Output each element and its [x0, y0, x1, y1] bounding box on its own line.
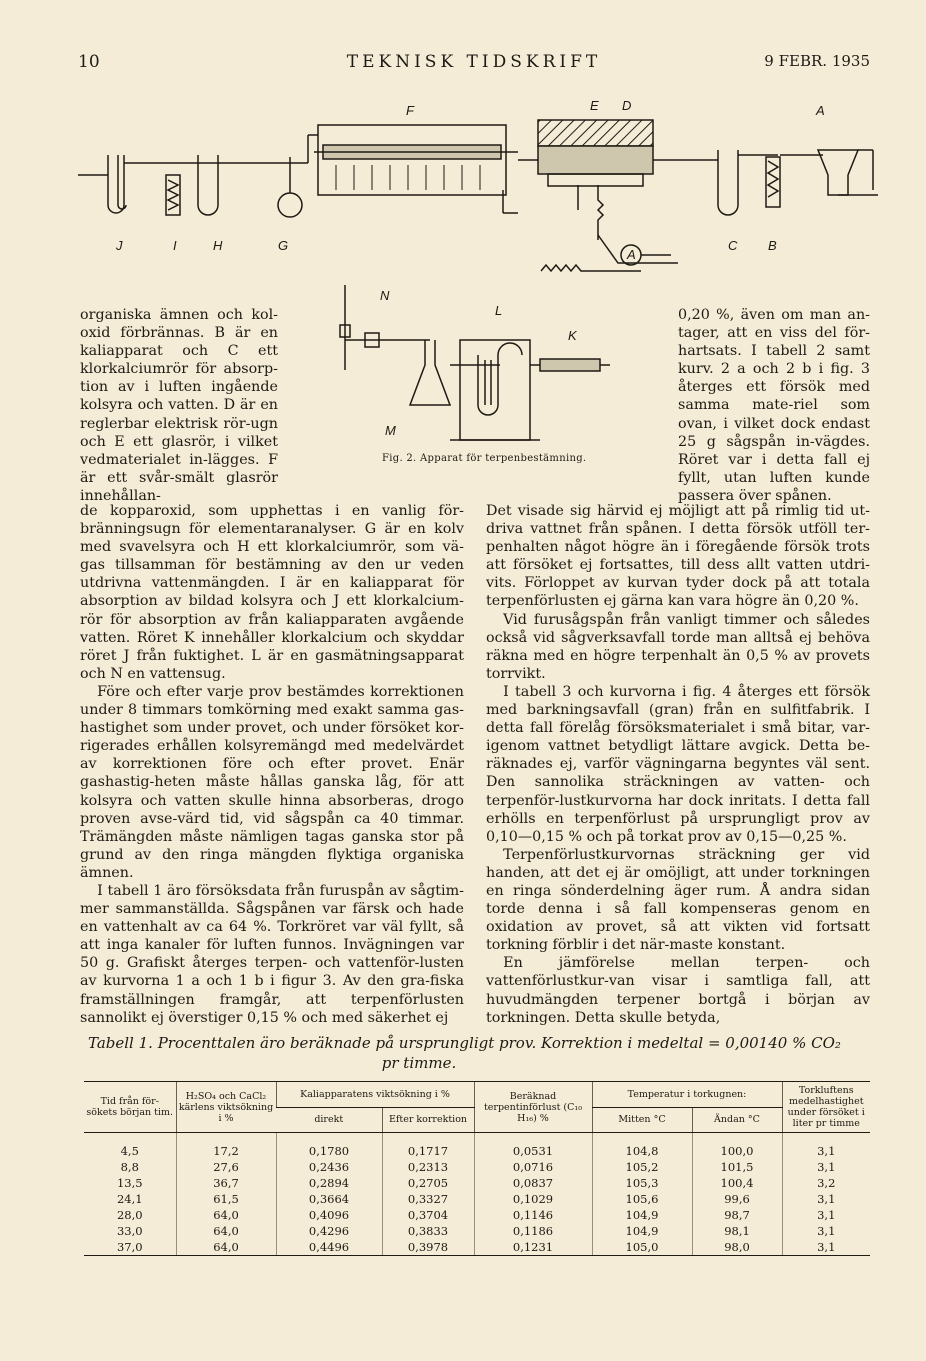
- table-row: [84, 1207, 870, 1223]
- left-column: [80, 502, 464, 1027]
- table-cell: 101,5: [692, 1159, 782, 1175]
- fig2-label-l: L: [495, 303, 503, 318]
- table-cell: 0,3704: [382, 1207, 474, 1223]
- table-cell: 104,8: [592, 1133, 692, 1160]
- table-cell: 0,1780: [276, 1133, 382, 1160]
- table-cell: 0,1029: [474, 1191, 592, 1207]
- table-cell: 100,4: [692, 1175, 782, 1191]
- fig1-label-c: C: [728, 238, 738, 253]
- th-mitten: Mitten °C: [592, 1107, 692, 1133]
- th-h2so4: H₂SO₄ och CaCl₂ kärlens viktsökning i %: [176, 1082, 276, 1133]
- fig1-label-d: D: [622, 98, 632, 113]
- table-cell: 28,0: [116, 1208, 143, 1222]
- table-cell: 8,8: [120, 1160, 139, 1174]
- table-1-caption-line1: Tabell 1. Procenttalen äro beräknade på ursprungligt prov. Korrektion i medeltal = 0,00140 % CO₂: [88, 1034, 841, 1052]
- table-cell: 33,0: [116, 1224, 143, 1238]
- figure-2-drawing: [300, 285, 620, 450]
- right-paragraph: I tabell 3 och kurvorna i fig. 4 återges ett försök med barkningsavfall (gran) från en sulfitfabrik. I detta fall förelåg försöksmaterialet i små bitar, var-igenom vattnet betydligt lättare avgick. Detta be-räknades ej, varför vägningarna begyntes väl sent. Den sannolika sträckningen av vatten- och terpenför-lustkurvorna har dock inritats. I detta fall erhölls en terpenförlust på ursprungligt prov av 0,10—0,15 % och på torkat prov av 0,15—0,25 %.: [486, 683, 870, 845]
- th-temp: Temperatur i torkugnen:: [592, 1082, 782, 1108]
- th-direkt: direkt: [276, 1107, 382, 1133]
- table-cell: 0,1186: [474, 1223, 592, 1239]
- fig1-glass-tube-e: [538, 146, 653, 174]
- fig1-u-tube-c: [718, 150, 738, 215]
- table-cell: 3,1: [782, 1207, 870, 1223]
- table-cell: 99,6: [692, 1191, 782, 1207]
- table-cell: 0,3664: [276, 1191, 382, 1207]
- table-cell: 13,5: [116, 1176, 143, 1190]
- right-paragraph: Det visade sig härvid ej möjligt att på rimlig tid ut-driva vattnet från spånen. I detta försök utföll ter-penhalten något högre än i föregående försök trots att försöket ej fortsattes, till dess allt vatten utdri-vits. Förloppet av kurvan tyder dock på att totala terpenförlusten ej gärna kan vara högre än 0,20 %.: [486, 503, 870, 610]
- fig1-label-f: F: [406, 103, 414, 118]
- table-cell: 3,1: [782, 1191, 870, 1207]
- left-narrow-paragraph: organiska ämnen och kol-oxid förbrännas. B är en kaliapparat och C ett klorkalciumrör för absorp-tion av i luften ingående kolsyra och vatten. D är en reglerbar elektrisk rör-ugn och E ett glasrör, i vilket vedmaterialet in-lägges. F är ett svår-smält glasrör innehållan-: [80, 307, 278, 504]
- table-cell: 0,0531: [474, 1133, 592, 1160]
- fig1-u-tube-h: [198, 155, 218, 215]
- table-row: [84, 1175, 870, 1191]
- table-cell: 104,9: [592, 1207, 692, 1223]
- table-cell: 105,6: [592, 1191, 692, 1207]
- table-cell: 3,1: [782, 1159, 870, 1175]
- table-cell: 3,1: [782, 1133, 870, 1160]
- table-cell: 105,2: [592, 1159, 692, 1175]
- figure-2-caption: Fig. 2. Apparat för terpenbestämning.: [382, 453, 587, 464]
- figure-2-apparatus: [300, 285, 620, 450]
- table-row: [84, 1239, 870, 1256]
- table-cell: 0,0837: [474, 1175, 592, 1191]
- table-cell: 104,9: [592, 1223, 692, 1239]
- th-terpen: Beräknad terpentinförlust (C₁₀ H₁₆) %: [474, 1082, 592, 1133]
- table-cell: 0,2436: [276, 1159, 382, 1175]
- fig1-label-a: A: [816, 103, 825, 118]
- issue-date: 9 FEBR. 1935: [764, 52, 870, 70]
- fig1-electric-furnace-d: [538, 120, 653, 146]
- table-cell: 4,5: [120, 1144, 139, 1158]
- fig2-gas-meter-l: [460, 340, 530, 440]
- page-number: 10: [78, 52, 100, 72]
- table-cell: 0,0716: [474, 1159, 592, 1175]
- table-row: [84, 1191, 870, 1207]
- table-cell: 98,7: [692, 1207, 782, 1223]
- right-narrow-text: [678, 306, 870, 505]
- table-cell: 3,1: [782, 1239, 870, 1256]
- right-paragraph: En jämförelse mellan terpen- och vattenförlustkur-van visar i samtliga fall, att huvudmängden terpener bortgå i början av torkningen. Detta skulle betyda,: [486, 955, 870, 1026]
- table-1-caption-line2: pr timme.: [381, 1054, 457, 1072]
- figure-1-apparatus: [78, 95, 878, 280]
- table-cell: 36,7: [176, 1175, 276, 1191]
- th-kali: Kaliapparatens viktsökning i %: [276, 1082, 474, 1108]
- right-column: [486, 502, 870, 1027]
- table-1-caption: [88, 1033, 870, 1073]
- fig1-label-e: E: [590, 98, 599, 113]
- table-cell: 105,3: [592, 1175, 692, 1191]
- right-paragraph: Vid furusågspån från vanligt timmer och således också vid sågverksavfall torde man alltså ej behöva räkna med en högre terpenhalt än 0,5 % av provets torrvikt.: [486, 611, 870, 682]
- left-paragraph: Före och efter varje prov bestämdes korrektionen under 8 timmars tomkörning med exakt samma gas-hastighet som under provet, och under försöket kor-rigerades erhållen kolsyremängd med medelvärdet av korrektionen före och efter provet. Enär gashastig-heten måste hållas ganska låg, för att kolsyra och vatten skulle hinna absorberas, drogo proven avse-värd tid, vid sågspån ca 40 timmar. Trämängden måste nämligen tagas ganska stor på grund av den ringa mängden flyktiga organiska ämnen.: [80, 683, 464, 881]
- fig1-label-g: G: [278, 238, 289, 253]
- fig2-label-m: M: [385, 423, 396, 438]
- table-cell: 61,5: [176, 1191, 276, 1207]
- right-paragraph: Terpenförlustkurvornas sträckning ger vid handen, att det ej är omöjligt, att under torkningen en ringa sönderdelning äger rum. Å andra sidan torde denna i så fall kompenseras genom en oxidation av provet, så att vikten vid fortsatt torkning förblir i det när-maste konstant.: [486, 846, 870, 954]
- fig1-label-j: J: [116, 238, 123, 253]
- figure-1-drawing: [78, 95, 878, 280]
- fig2-flask-m: [410, 340, 450, 405]
- th-luft: Torkluftens medelhastighet under försöket i liter pr timme: [782, 1082, 870, 1133]
- fig1-flask-g: [278, 193, 302, 217]
- table-cell: 0,2894: [276, 1175, 382, 1191]
- fig1-furnace-f: [318, 125, 506, 195]
- table-cell: 105,0: [592, 1239, 692, 1256]
- table-cell: 98,0: [692, 1239, 782, 1256]
- fig1-label-i: I: [173, 238, 177, 253]
- table-cell: 100,0: [692, 1133, 782, 1160]
- table-cell: 0,4096: [276, 1207, 382, 1223]
- th-andan: Ändan °C: [692, 1107, 782, 1133]
- table-cell: 17,2: [176, 1133, 276, 1160]
- table-row: [84, 1223, 870, 1239]
- fig2-tube-k: [540, 359, 600, 371]
- left-narrow-text: [80, 306, 278, 505]
- table-cell: 0,1231: [474, 1239, 592, 1256]
- th-efter: Efter korrektion: [382, 1107, 474, 1133]
- right-narrow-paragraph: 0,20 %, även om man an-tager, att en viss del för-hartsats. I tabell 2 samt kurv. 2 a och 2 b i fig. 3 återges ett försök med samma mate-riel som ovan, i vilket dock endast 25 g sågspån in-vägdes. Röret var i detta fall ej fyllt, utan luften kunde passera över spånen.: [678, 307, 870, 504]
- left-paragraph: I tabell 1 äro försöksdata från furuspån av sågtim-mer sammanställda. Sågspånen var färsk och hade en vattenhalt av ca 64 %. Torkröret var väl fyllt, så att inga kanaler för luften funnos. Invägningen var 50 g. Grafiskt återges terpen- och vattenför-lusten av kurvorna 1 a och 1 b i figur 3. Av den gra-fiska framställningen framgår, att terpenförlusten sannolikt ej överstiger 0,15 % och med säkerhet ej: [80, 882, 464, 1026]
- table-cell: 0,2705: [382, 1175, 474, 1191]
- fig2-label-n: N: [380, 288, 390, 303]
- fig1-label-b: B: [768, 238, 777, 253]
- table-1: [84, 1081, 870, 1256]
- table-cell: 0,4496: [276, 1239, 382, 1256]
- table-cell: 64,0: [176, 1207, 276, 1223]
- fig1-u-tube-j: [108, 155, 124, 213]
- table-cell: 0,1146: [474, 1207, 592, 1223]
- fig1-label-h: H: [213, 238, 223, 253]
- fig1-tower-a: [818, 150, 858, 195]
- table-cell: 98,1: [692, 1223, 782, 1239]
- page-header: [78, 52, 870, 74]
- table-cell: 0,3327: [382, 1191, 474, 1207]
- table-cell: 0,2313: [382, 1159, 474, 1175]
- th-time: Tid från för-sökets början tim.: [84, 1082, 176, 1133]
- left-paragraph: de kopparoxid, som upphettas i en vanlig för-bränningsugn för elementaranalyser. G är en kolv med svavelsyra och H ett klorkalciumrör, som vä-gas tillsamman för bestämning av den ur veden utdrivna vattenmängden. I är en kaliapparat för absorption av bildad kolsyra och J ett klorkalcium-rör för absorption av från kaliapparaten avgående vatten. Röret K innehåller klorkalcium och skyddar röret J från fuktighet. L är en gasmätningsapparat och N en vattensug.: [80, 503, 464, 682]
- table-cell: 3,1: [782, 1223, 870, 1239]
- journal-title: TEKNISK TIDSKRIFT: [346, 52, 602, 72]
- table-cell: 3,2: [782, 1175, 870, 1191]
- table-cell: 0,1717: [382, 1133, 474, 1160]
- table-cell: 24,1: [116, 1192, 143, 1206]
- fig1-label-meter: A: [627, 247, 636, 262]
- table-cell: 0,3978: [382, 1239, 474, 1256]
- fig2-label-k: K: [568, 328, 577, 343]
- table-cell: 27,6: [176, 1159, 276, 1175]
- table-cell: 64,0: [176, 1239, 276, 1256]
- table-row: [84, 1133, 870, 1160]
- table-cell: 37,0: [84, 1239, 176, 1256]
- table-row: [84, 1159, 870, 1175]
- table-cell: 64,0: [176, 1223, 276, 1239]
- table-cell: 0,4296: [276, 1223, 382, 1239]
- table-cell: 0,3833: [382, 1223, 474, 1239]
